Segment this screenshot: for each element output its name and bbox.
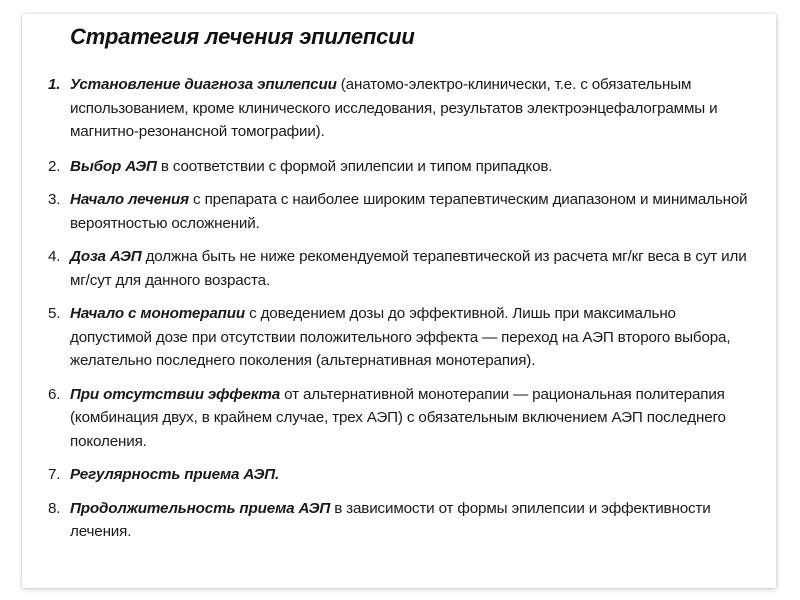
item-lead: Регулярность приема АЭП. <box>70 466 280 483</box>
item-text: от альтернативной монотерапии — рациональная политерапия (комбинация двух, в крайнем случае, трех АЭП) с обязательным включением АЭП последнего поколения. <box>70 385 726 450</box>
item-text: в зависимости от формы эпилепсии и эффективности лечения. <box>70 499 711 540</box>
item-text: (анатомо-электро-клинически, т.е. с обязательным использованием, кроме клинического исследования, результатов электроэнцефалограммы и магнитно-резонансной томографии). <box>70 76 718 140</box>
item-lead: Выбор АЭП <box>70 157 157 175</box>
item-lead: При отсутствии эффекта <box>70 385 281 403</box>
item-number: 2. <box>48 157 61 175</box>
list-item <box>48 497 748 544</box>
item-lead: Продолжительность приема АЭП <box>70 499 331 517</box>
item-text: должна быть не ниже рекомендуемой терапевтической из расчета мг/кг веса в сут или мг/сут для данного возраста. <box>70 248 747 289</box>
slide-title: Стратегия лечения эпилепсии <box>70 24 415 49</box>
item-number: 8. <box>48 499 61 517</box>
item-text: с доведением дозы до эффективной. Лишь при максимально допустимой дозе при отсутствии положительного эффекта — переход на АЭП второго выбора, желательно последнего поколения (альтернативная монотерапия). <box>70 305 731 369</box>
item-lead: Начало с монотерапии <box>70 305 246 322</box>
list-item <box>48 383 748 454</box>
list-item <box>48 155 748 179</box>
item-text: с препарата с наиболее широким терапевтическим диапазоном и минимальной вероятностью осложнений. <box>70 191 748 232</box>
item-number: 5. <box>48 305 61 322</box>
list-item <box>48 463 748 487</box>
item-number: 6. <box>48 385 61 403</box>
item-number: 4. <box>48 248 61 265</box>
item-number: 7. <box>48 466 61 483</box>
list-item <box>48 188 748 235</box>
item-lead: Доза АЭП <box>70 248 142 265</box>
item-lead: Начало лечения <box>70 191 189 208</box>
item-number: 3. <box>48 191 61 208</box>
list-item <box>48 302 748 373</box>
strategy-list <box>48 73 748 544</box>
item-text: в соответствии с формой эпилепсии и типом припадков. <box>156 157 553 175</box>
item-number: 1. <box>48 76 61 93</box>
item-lead: Установление диагноза эпилепсии <box>70 76 337 93</box>
list-item <box>48 245 748 292</box>
list-item <box>48 73 748 144</box>
